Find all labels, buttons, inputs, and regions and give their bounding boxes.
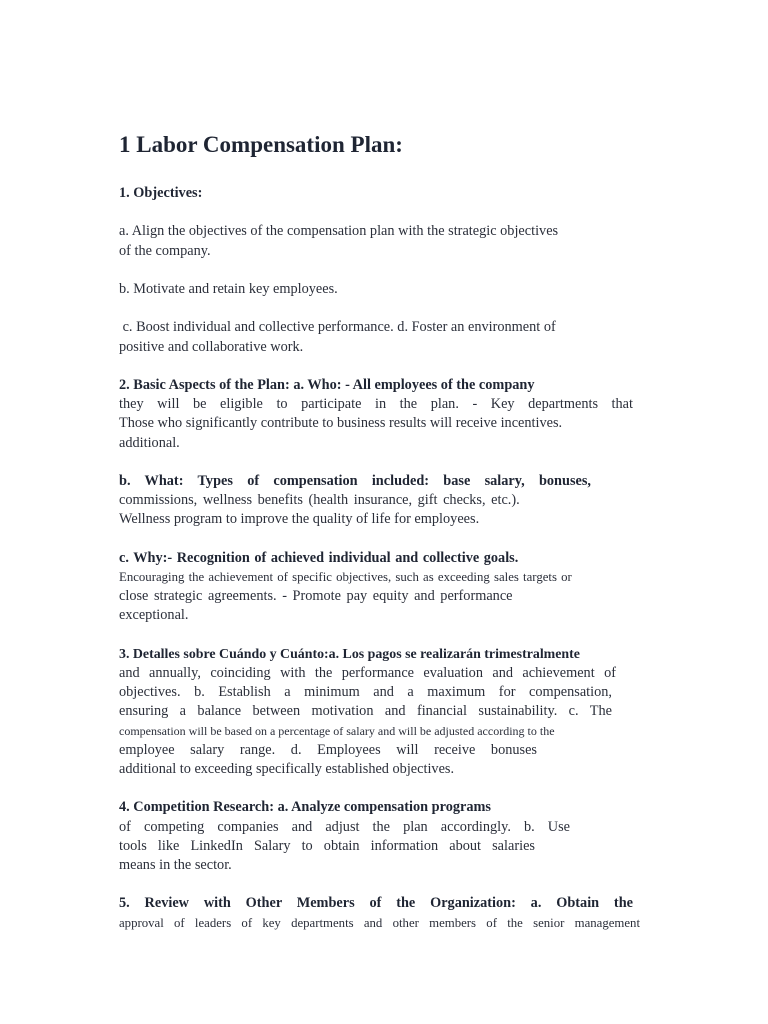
competition-heading: 4. Competition Research: a. Analyze compensation programs	[119, 799, 491, 816]
basic-aspects-heading: 2. Basic Aspects of the Plan: a. Who: - All employees of the company	[119, 376, 535, 393]
what-line-1: commissions, wellness benefits (health insurance, gift checks, etc.).	[119, 492, 520, 509]
competition-line-3: means in the sector.	[119, 856, 232, 873]
review-heading: 5. Review with Other Members of the Organization: a. Obtain the	[119, 895, 633, 912]
when-line-4: compensation will be based on a percentage of salary and will be adjusted according to the	[119, 723, 555, 738]
document-page	[119, 128, 640, 933]
objective-c-line-2: positive and collaborative work.	[119, 338, 304, 355]
why-heading: c. Why:- Recognition of achieved individual and collective goals.	[119, 549, 519, 566]
basic-aspects-line-2: Those who significantly contribute to business results will receive incentives.	[119, 415, 563, 432]
objective-c-line-1: c. Boost individual and collective performance. d. Foster an environment of	[119, 319, 556, 336]
competition-line-1: of competing companies and adjust the plan accordingly. b. Use	[119, 818, 570, 835]
basic-aspects-line-1: they will be eligible to participate in the plan. - Key departments that	[119, 396, 633, 413]
when-line-6: additional to exceeding specifically established objectives.	[119, 760, 455, 777]
why-line-1: Encouraging the achievement of specific objectives, such as exceeding sales targets or	[119, 569, 572, 584]
objective-a-line-1: a. Align the objectives of the compensation plan with the strategic objectives	[119, 223, 559, 240]
when-line-1: and annually, coinciding with the performance evaluation and achievement of	[119, 664, 616, 681]
document-title: 1 Labor Compensation Plan:	[119, 132, 403, 157]
objectives-heading: 1. Objectives:	[119, 185, 203, 201]
when-how-much-heading: 3. Detalles sobre Cuándo y Cuánto:a. Los pagos se realizarán trimestralmente	[119, 646, 580, 662]
when-line-2: objectives. b. Establish a minimum and a maximum for compensation,	[119, 684, 612, 701]
why-line-3: exceptional.	[119, 607, 189, 624]
when-line-5: employee salary range. d. Employees will receive bonuses	[119, 741, 537, 758]
objective-b: b. Motivate and retain key employees.	[119, 280, 338, 297]
competition-line-2: tools like LinkedIn Salary to obtain information about salaries	[119, 837, 535, 854]
what-line-2: Wellness program to improve the quality of life for employees.	[119, 511, 480, 528]
why-line-2: close strategic agreements. - Promote pay equity and performance	[119, 588, 513, 605]
basic-aspects-line-3: additional.	[119, 434, 180, 451]
objective-a-line-2: of the company.	[119, 242, 211, 259]
what-heading: b. What: Types of compensation included: base salary, bonuses,	[119, 472, 591, 489]
when-line-3: ensuring a balance between motivation and financial sustainability. c. The	[119, 703, 612, 720]
review-line-1: approval of leaders of key departments and other members of the senior management	[119, 915, 640, 930]
